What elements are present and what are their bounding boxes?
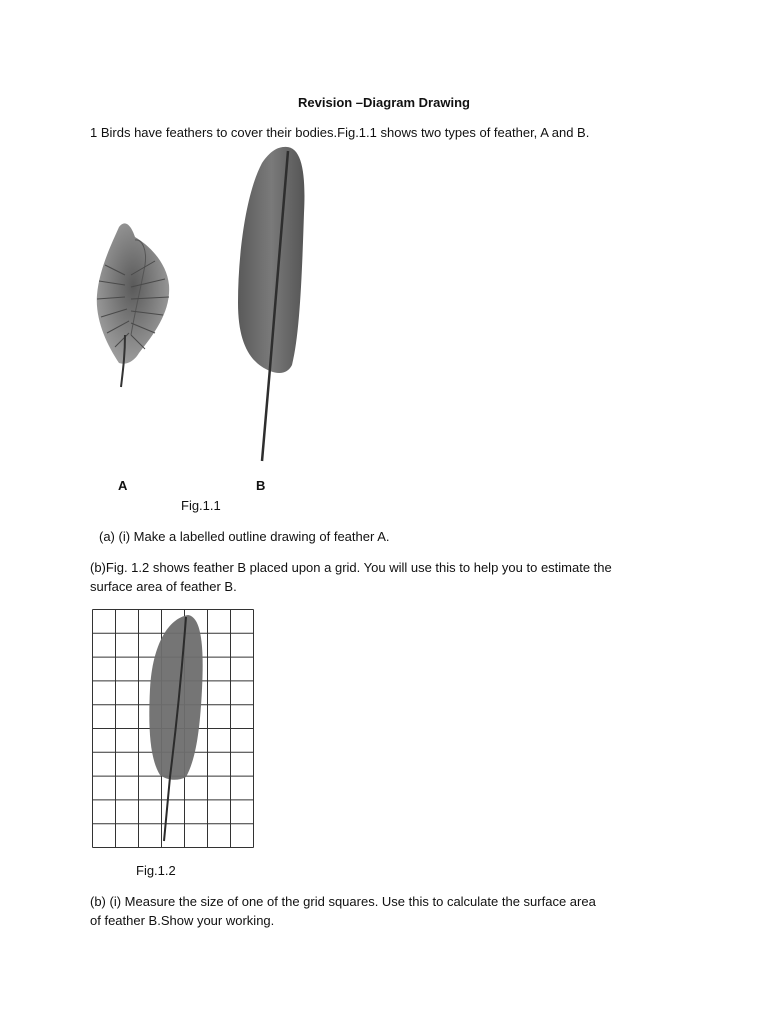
question-b-i-line-2: of feather B.Show your working.	[90, 913, 275, 928]
question-a-i: (a) (i) Make a labelled outline drawing of feather A.	[99, 529, 390, 544]
question-1-intro: 1 Birds have feathers to cover their bodies.Fig.1.1 shows two types of feather, A and B.	[90, 125, 590, 140]
question-b-i-line-1: (b) (i) Measure the size of one of the grid squares. Use this to calculate the surface area	[90, 894, 596, 909]
figure-1-2-caption: Fig.1.2	[136, 863, 176, 878]
feather-b-on-grid	[149, 615, 202, 780]
page-title: Revision –Diagram Drawing	[298, 95, 470, 110]
feather-a-label: A	[118, 478, 128, 493]
measurement-grid	[92, 609, 254, 848]
feather-a-image	[85, 215, 185, 395]
feather-b-image	[232, 143, 312, 463]
feather-b-label: B	[256, 478, 266, 493]
question-b-line-2: surface area of feather B.	[90, 579, 237, 594]
figure-1-1-caption: Fig.1.1	[181, 498, 221, 513]
question-b-line-1: (b)Fig. 1.2 shows feather B placed upon a grid. You will use this to help you to estimate the	[90, 560, 612, 575]
